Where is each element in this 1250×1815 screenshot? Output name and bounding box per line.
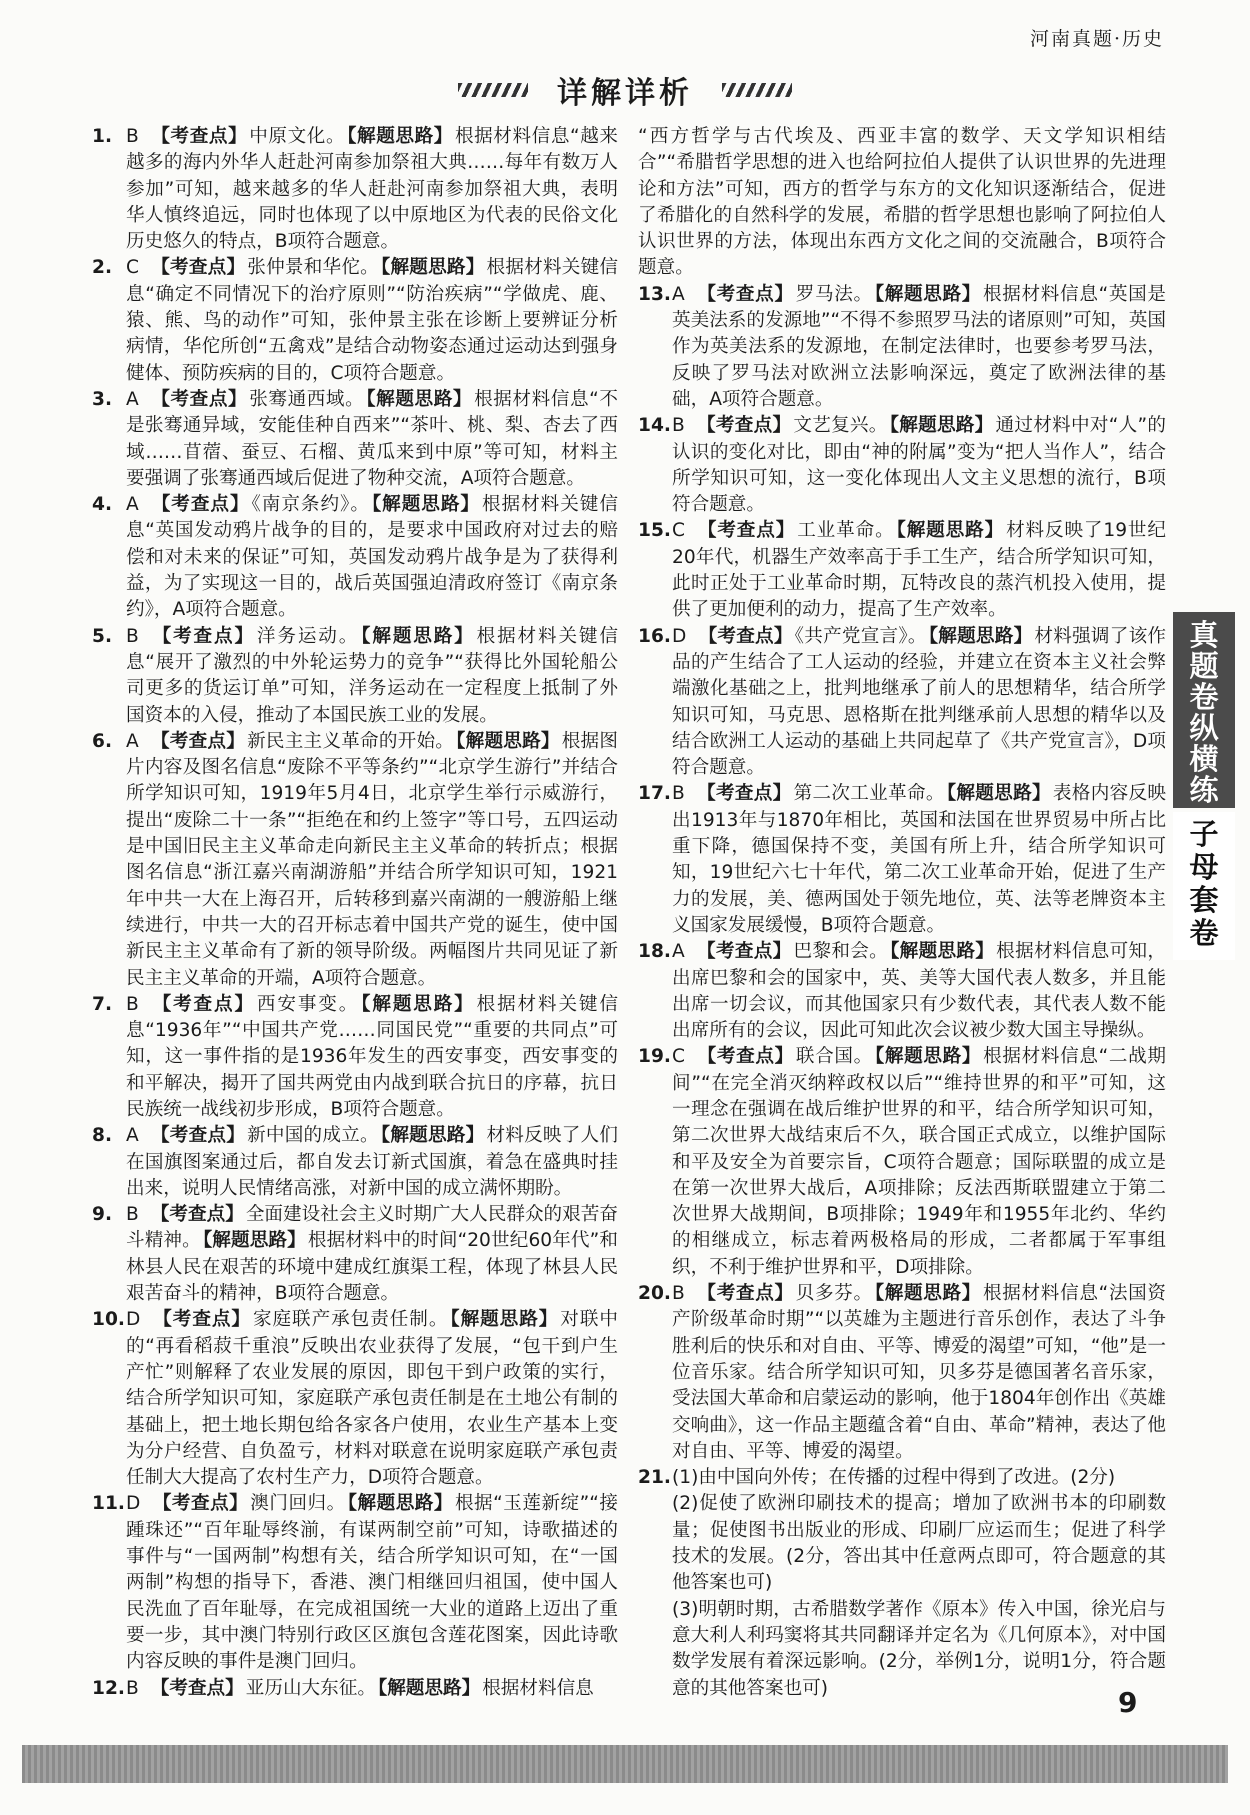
tag-jieti: 【解题思路】 xyxy=(371,494,480,516)
question-number: 9. xyxy=(92,1204,113,1226)
answer-choice: C xyxy=(672,1046,685,1068)
question-number: 19. xyxy=(638,1046,671,1068)
answer-item xyxy=(638,624,1166,782)
tag-jieti: 【解题思路】 xyxy=(928,625,1033,647)
question-number: 16. xyxy=(638,625,671,647)
tag-kaochadian: 【考查点】 xyxy=(150,730,246,752)
question-number: 10. xyxy=(92,1309,125,1331)
title-left-stripes xyxy=(458,83,528,97)
topic-text: 亚历山大东征。 xyxy=(245,1677,376,1699)
sub-answer-p1: (1)由中国向外传；在传播的过程中得到了改进。(2分) xyxy=(672,1467,1116,1489)
page-title: 详解详析 xyxy=(557,76,693,111)
tag-jieti: 【解题思路】 xyxy=(874,1046,982,1068)
tag-kaochadian: 【考查点】 xyxy=(696,941,792,963)
topic-text: 澳门回归。 xyxy=(250,1493,346,1515)
answer-choice: C xyxy=(126,257,139,279)
question-number: 13. xyxy=(638,283,671,305)
answer-item xyxy=(92,729,618,992)
answer-item xyxy=(638,282,1166,413)
tag-jieti: 【解题思路】 xyxy=(377,1677,481,1699)
answer-item xyxy=(92,1676,618,1702)
answer-item xyxy=(92,624,618,729)
tag-kaochadian: 【考查点】 xyxy=(696,1283,794,1305)
tag-kaochadian: 【考查点】 xyxy=(150,1125,246,1147)
question-number: 1. xyxy=(92,126,113,147)
answer-choice: B xyxy=(672,415,685,437)
answer-item xyxy=(92,492,618,623)
answer-choice: D xyxy=(126,1493,141,1515)
tag-kaochadian: 【考查点】 xyxy=(152,1493,249,1515)
question-number: 11. xyxy=(92,1493,125,1515)
tag-jieti: 【解题思路】 xyxy=(361,993,475,1015)
answer-choice: B xyxy=(126,126,139,147)
explanation-text: 对联中的“再看稻菽千重浪”反映出农业获得了发展，“包干到户生产忙”则解释了农业发展的原因，即包干到户政策的实行，结合所学知识可知，家庭联产承包责任制是在土地公有制的基础上，把土地长期包给各家各户使用，农业生产基本上变为分户经营、自负盈亏，材料对联意在说明家庭联产承包责任制大大提高了农村生产力，D项符合题意。 xyxy=(126,1309,618,1489)
explanation-text: 表格内容反映出1913年与1870年相比，英国和法国在世界贸易中所占比重下降，德国保持不变，美国有所上升，结合所学知识可知，19世纪六七十年代，第二次工业革命开始，促进了生产力的发展，美、德两国处于领先地位，英、法等老牌资本主义国家发展缓慢，B项符合题意。 xyxy=(672,783,1166,936)
tag-kaochadian: 【考查点】 xyxy=(150,993,255,1015)
explanation-text: 根据材料关键信息“1936年”“中国共产党……同国民党”“重要的共同点”可知，这一事件指的是1936年发生的西安事变，西安事变的和平解决，揭开了国共两党由内战到联合抗日的序幕，抗日民族统一战线初步形成，B项符合题意。 xyxy=(126,993,618,1120)
explanation-text: 根据材料信息“英国是英美法系的发源地”“不得不参照罗马法的诸原则”可知，英国作为英美法系的发源地，在制定法律时，也要参考罗马法，反映了罗马法对欧洲立法影响深远，奠定了欧洲法律的基础，A项符合题意。 xyxy=(672,283,1166,410)
question-number: 20. xyxy=(638,1283,671,1305)
tag-jieti: 【解题思路】 xyxy=(380,1125,485,1147)
tag-kaochadian: 【考查点】 xyxy=(150,257,246,279)
explanation-text: 根据材料中的时间“20世纪60年代”和林县人民在艰苦的环境中建成红旗渠工程，体现了林县人民艰苦奋斗的精神，B项符合题意。 xyxy=(126,1230,618,1305)
tag-jieti: 【解题思路】 xyxy=(889,415,994,437)
question-number: 21. xyxy=(638,1467,671,1489)
explanation-text: 根据材料信息“二战期间”“在完全消灭纳粹政权以后”“维持世界的和平”可知，这一理念在强调在战后维护世界的和平，结合所学知识可知，第二次世界大战结束后不久，联合国正式成立，以维护国际和平及安全为首要宗旨，C项符合题意；国际联盟的成立是在第一次世界大战后，A项排除；反法西斯联盟建立于第二次世界大战期间，B项排除；1949年和1955年北约、华约的相继成立，标志着两极格局的形成，二者都属于军事组织，不利于维护世界和平，D项排除。 xyxy=(672,1046,1166,1278)
question-number: 8. xyxy=(92,1125,113,1147)
tag-jieti: 【解题思路】 xyxy=(366,388,473,410)
answer-item xyxy=(92,1123,618,1202)
answer-item xyxy=(638,781,1166,939)
answer-choice: A xyxy=(672,283,685,305)
tag-kaochadian: 【考查点】 xyxy=(150,126,248,147)
topic-text: 贝多芬。 xyxy=(795,1283,873,1305)
answer-choice: A xyxy=(126,1125,139,1147)
answer-choice: B xyxy=(126,625,139,647)
tag-jieti: 【解题思路】 xyxy=(896,520,1005,542)
answer-choice: C xyxy=(672,520,685,542)
question-number: 14. xyxy=(638,415,671,437)
answer-choice: B xyxy=(126,993,139,1015)
topic-text: 联合国。 xyxy=(795,1046,873,1068)
topic-text: 第二次工业革命。 xyxy=(793,783,945,805)
left-column xyxy=(92,124,618,1702)
answer-item xyxy=(92,1491,618,1675)
explanation-text: 通过材料中对“人”的认识的变化对比，即由“神的附属”变为“把人当作人”，结合所学知识可知，这一变化体现出人文主义思想的流行，B项符合题意。 xyxy=(672,415,1166,516)
tag-jieti: 【解题思路】 xyxy=(946,783,1051,805)
tag-kaochadian: 【考查点】 xyxy=(696,283,794,305)
q12-continuation: “西方哲学与古代埃及、西亚丰富的数学、天文学知识相结合”“希腊哲学思想的进入也给阿拉伯人提供了认识世界的先进理论和方法”可知，西方的哲学与东方的文化知识逐渐结合，促进了希腊化的自然科学的发展，希腊的哲学思想也影响了阿拉伯人认识世界的方法，体现出东西方文化之间的交流融合，B项符合题意。 xyxy=(638,126,1166,279)
tag-jieti: 【解题思路】 xyxy=(450,1309,559,1331)
topic-text: 罗马法。 xyxy=(795,283,873,305)
tag-jieti: 【解题思路】 xyxy=(202,1230,306,1252)
answer-item xyxy=(92,124,618,255)
side-tab-sub: 子 母 套 卷 xyxy=(1173,812,1235,960)
question-number: 2. xyxy=(92,257,113,279)
tag-kaochadian: 【考查点】 xyxy=(696,783,792,805)
question-number: 17. xyxy=(638,783,671,805)
question-number: 18. xyxy=(638,941,671,963)
answer-item xyxy=(92,992,618,1123)
answer-item xyxy=(92,255,618,386)
question-number: 7. xyxy=(92,993,113,1015)
tag-kaochadian: 【考查点】 xyxy=(696,1046,794,1068)
explanation-text: 根据材料信息“不是张骞通异域，安能佳种自西来”“茶叶、桃、梨、杏去了西域……苜蓿、蚕豆、石榴、黄瓜来到中原”等可知，材料主要强调了张骞通西域后促进了物种交流，A项符合题意。 xyxy=(126,388,618,489)
topic-text: 张仲景和华佗。 xyxy=(247,257,379,279)
explanation-text: 根据“玉莲新绽”“接踵珠还”“百年耻辱终湔，有谋两制空前”可知，诗歌描述的事件与“一国两制”构想有关，结合所学知识可知，在“一国两制”构想的指导下，香港、澳门相继回归祖国，使中国人民洗血了百年耻辱，在完成祖国统一大业的道路上迈出了重要一步，其中澳门特别行政区区旗包含莲花图案，因此诗歌内容反映的事件是澳门回归。 xyxy=(126,1493,618,1673)
explanation-text: 根据材料关键信息“展开了激烈的中外轮运势力的竞争”“获得比外国轮船公司更多的货运订单”可知，洋务运动在一定程度上抵制了外国资本的入侵，推动了本国民族工业的发展。 xyxy=(126,625,618,726)
tag-jieti: 【解题思路】 xyxy=(347,1493,453,1515)
answer-choice: D xyxy=(672,625,687,647)
sub-answer-p2: (2)促使了欧洲印刷技术的提高；增加了欧洲书本的印刷数量；促使图书出版业的形成、印刷厂应运而生；促进了科学技术的发展。(2分，答出其中任意两点即可，符合题意的其他答案也可) xyxy=(672,1493,1166,1594)
answer-choice: A xyxy=(126,494,139,516)
answer-choice: A xyxy=(672,941,685,963)
answer-choice: B xyxy=(672,783,685,805)
explanation-text: 根据图片内容及图名信息“废除不平等条约”“北京学生游行”并结合所学知识可知，1919年5月4日，北京学生举行示威游行，提出“废除二十一条”“拒绝在和约上签字”等口号，五四运动是中国旧民主主义革命走向新民主主义革命的转折点；根据图名信息“浙江嘉兴南湖游船”并结合所学知识可知，1921年中共一大在上海召开，后转移到嘉兴南湖的一艘游船上继续进行，中共一大的召开标志着中国共产党的诞生，使中国新民主主义革命有了新的领导阶级。两幅图片共同见证了新民主主义革命的开端，A项符合题意。 xyxy=(126,730,618,989)
title-bar xyxy=(0,68,1250,112)
tag-kaochadian: 【考查点】 xyxy=(150,494,250,516)
topic-text: 新民主主义革命的开始。 xyxy=(247,730,455,752)
explanation-text: 材料反映了19世纪20年代，机器生产效率高于手工生产，结合所学知识可知，此时正处于工业革命时期，瓦特改良的蒸汽机投入使用，提供了更加便利的动力，提高了生产效率。 xyxy=(672,520,1166,621)
answer-item xyxy=(638,939,1166,1044)
explanation-text: 根据材料信息“越来越多的海内外华人赶赴河南参加祭祖大典……每年有数万人参加”可知，越来越多的华人赶赴河南参加祭祖大典，表明华人慎终追远，同时也体现了以中原地区为代表的民俗文化历史悠久的特点，B项符合题意。 xyxy=(126,126,618,253)
question-number: 4. xyxy=(92,494,113,516)
topic-text: 《共产党宣言》。 xyxy=(794,625,927,647)
tag-kaochadian: 【考查点】 xyxy=(150,625,255,647)
tag-jieti: 【解题思路】 xyxy=(890,941,995,963)
tag-kaochadian: 【考查点】 xyxy=(696,415,792,437)
tag-kaochadian: 【考查点】 xyxy=(150,388,248,410)
explanation-text: 材料反映了人们在国旗图案通过后，都自发去订新式国旗，着急在盛典时挂出来，说明人民情绪高涨，对新中国的成立满怀期盼。 xyxy=(126,1125,618,1199)
explanation-text: 根据材料信息可知，出席巴黎和会的国家中，英、美等大国代表人数多，并且能出席一切会议，而其他国家只有少数代表，其代表人数不能出席所有的会议，因此可知此次会议被少数大国主导操纵。 xyxy=(672,941,1166,1042)
answer-choice: B xyxy=(126,1204,139,1226)
answer-item xyxy=(92,1307,618,1491)
header-subject-tag: 河南真题·历史 xyxy=(1029,28,1164,50)
tag-kaochadian: 【考查点】 xyxy=(150,1677,244,1699)
answer-item xyxy=(92,1202,618,1307)
side-tab-main: 真 题 卷 纵 横 练 xyxy=(1173,612,1235,808)
topic-text: 西安事变。 xyxy=(256,993,360,1015)
tag-jieti: 【解题思路】 xyxy=(347,126,453,147)
tag-jieti: 【解题思路】 xyxy=(874,1283,982,1305)
question-number: 3. xyxy=(92,388,113,410)
explanation-text: 根据材料信息“法国资产阶级革命时期”“以英雄为主题进行音乐创作，表达了斗争胜利后的快乐和对自由、平等、博爱的渴望”可知，“他”是一位音乐家。结合所学知识可知，贝多芬是德国著名音乐家，受法国大革命和启蒙运动的影响，他于1804年创作出《英雄交响曲》，这一作品主题蕴含着“自由、革命”精神，表达了他对自由、平等、博爱的渴望。 xyxy=(672,1283,1166,1462)
tag-jieti: 【解题思路】 xyxy=(380,257,485,279)
topic-text: 全面建设社会主义时期广大人民群众的艰苦奋斗精神。 xyxy=(126,1204,618,1252)
answer-item xyxy=(638,518,1166,623)
explanation-text: 根据材料关键信息“确定不同情况下的治疗原则”“防治疾病”“学做虎、鹿、猿、熊、鸟的动作”可知，张仲景主张在诊断上要辨证分析病情，华佗所创“五禽戏”是结合动物姿态通过运动达到强身健体、预防疾病的目的，C项符合题意。 xyxy=(126,257,618,384)
answer-item xyxy=(638,1281,1166,1465)
answer-item xyxy=(638,1044,1166,1281)
answer-choice: B xyxy=(672,1283,685,1305)
answer-choice: A xyxy=(126,388,139,410)
topic-text: 中原文化。 xyxy=(249,126,346,147)
answer-choice: B xyxy=(126,1677,139,1699)
right-column xyxy=(638,124,1166,1702)
topic-text: 《南京条约》。 xyxy=(251,494,370,516)
tag-kaochadian: 【考查点】 xyxy=(150,1204,244,1226)
explanation-text: 根据材料信息 xyxy=(482,1677,594,1699)
question-number: 12. xyxy=(92,1677,125,1699)
sub-answer-p3: (3)明朝时期，古希腊数学著作《原本》传入中国，徐光启与意大利人利玛窦将其共同翻译并定名为《几何原本》，对中国数学发展有着深远影响。(2分，举例1分，说明1分，符合题意的其他答案也可) xyxy=(672,1598,1166,1699)
answer-item-21 xyxy=(638,1465,1166,1702)
topic-text: 张骞通西域。 xyxy=(249,388,365,410)
topic-text: 工业革命。 xyxy=(797,520,895,542)
tag-kaochadian: 【考查点】 xyxy=(698,625,793,647)
explanation-text: 根据材料关键信息“英国发动鸦片战争的目的，是要求中国政府对过去的赔偿和对未来的保证”可知，英国发动鸦片战争是为了获得利益，为了实现这一目的，战后英国强迫清政府签订《南京条约》，A项符合题意。 xyxy=(126,494,618,621)
topic-text: 文艺复兴。 xyxy=(793,415,888,437)
topic-text: 家庭联产承包责任制。 xyxy=(252,1309,449,1331)
question-number: 15. xyxy=(638,520,671,542)
tag-kaochadian: 【考查点】 xyxy=(152,1309,251,1331)
topic-text: 洋务运动。 xyxy=(256,625,360,647)
tag-jieti: 【解题思路】 xyxy=(361,625,475,647)
tag-jieti: 【解题思路】 xyxy=(456,730,560,752)
topic-text: 新中国的成立。 xyxy=(247,1125,379,1147)
answer-choice: D xyxy=(126,1309,141,1331)
answer-item xyxy=(638,413,1166,518)
answer-choice: A xyxy=(126,730,139,752)
footer-bar xyxy=(22,1745,1228,1783)
title-right-stripes xyxy=(722,83,792,97)
tag-jieti: 【解题思路】 xyxy=(874,283,982,305)
question-number: 6. xyxy=(92,730,113,752)
page-number: 9 xyxy=(1118,1686,1138,1719)
answer-item xyxy=(92,387,618,492)
tag-kaochadian: 【考查点】 xyxy=(696,520,796,542)
question-number: 5. xyxy=(92,625,113,647)
explanation-text: 材料强调了该作品的产生结合了工人运动的经验，并建立在资本主义社会弊端激化基础之上，批判地继承了前人的思想精华，结合所学知识可知，马克思、恩格斯在批判继承前人思想的精华以及结合欧洲工人运动的基础上共同起草了《共产党宣言》，D项符合题意。 xyxy=(672,625,1166,779)
topic-text: 巴黎和会。 xyxy=(793,941,889,963)
